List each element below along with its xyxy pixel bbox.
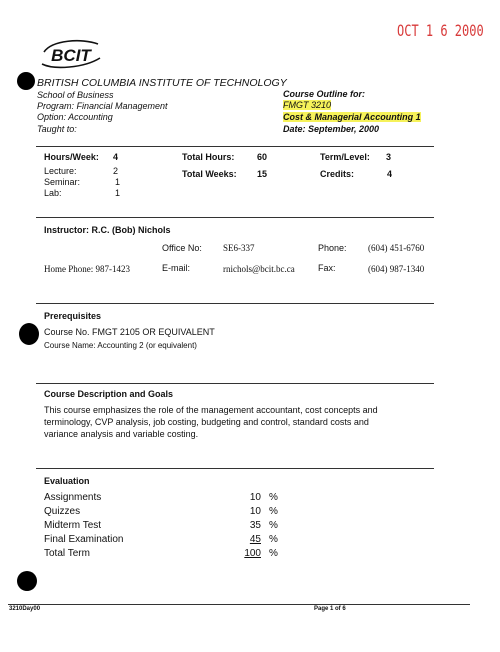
term-level-value: 3 — [386, 152, 392, 162]
phone-number: (604) 451-6760 — [368, 243, 425, 253]
program-name: Program: Financial Management — [37, 101, 168, 111]
evaluation-total-percent: % — [269, 548, 278, 559]
home-phone: Home Phone: 987-1423 — [44, 264, 130, 274]
divider — [36, 303, 434, 304]
evaluation-item-value: 45 — [249, 534, 261, 545]
punch-hole-middle — [19, 323, 39, 345]
office-number: SE6-337 — [223, 243, 255, 253]
divider — [36, 146, 434, 147]
divider — [36, 468, 434, 469]
prerequisite-course-name: Course Name: Accounting 2 (or equivalent) — [44, 341, 197, 350]
evaluation-item-percent: % — [269, 520, 278, 531]
total-weeks-label: Total Weeks: — [182, 169, 237, 179]
evaluation-item-label: Quizzes — [44, 506, 81, 517]
description-line: This course emphasizes the role of the management accountant, cost concepts and — [44, 405, 378, 415]
phone-label: Phone: — [318, 243, 347, 253]
fax-number: (604) 987-1340 — [368, 264, 425, 274]
taught-to: Taught to: — [37, 124, 77, 134]
school-name: School of Business — [37, 90, 114, 100]
description-heading: Course Description and Goals — [44, 389, 174, 399]
credits-value: 4 — [387, 169, 393, 179]
footer-divider — [8, 604, 470, 605]
course-date: Date: September, 2000 — [283, 124, 380, 134]
hours-week-label: Hours/Week: — [44, 152, 99, 162]
divider — [36, 383, 434, 384]
description-line: terminology, CVP analysis, job costing, budgeting and control, standard costs and — [44, 417, 369, 427]
prerequisite-course: Course No. FMGT 2105 OR EQUIVALENT — [44, 327, 215, 337]
lecture-label: Lecture: — [44, 166, 77, 176]
punch-hole-top — [17, 72, 35, 90]
divider — [36, 217, 434, 218]
evaluation-item-percent: % — [269, 492, 278, 503]
evaluation-item-label: Assignments — [44, 492, 102, 503]
punch-hole-bottom — [17, 571, 37, 591]
instructor-name: Instructor: R.C. (Bob) Nichols — [44, 225, 171, 235]
total-hours-label: Total Hours: — [182, 152, 235, 162]
seminar-label: Seminar: — [44, 177, 81, 187]
evaluation-total-label: Total Term — [44, 548, 90, 559]
lab-value: 1 — [115, 188, 121, 198]
total-weeks-value: 15 — [257, 169, 268, 179]
bcit-logo — [40, 38, 102, 70]
course-outline-label: Course Outline for: — [283, 89, 366, 99]
footer-file-id: 3210Day00 — [9, 606, 41, 612]
course-title: Cost & Managerial Accounting 1 — [283, 112, 421, 122]
option-name: Option: Accounting — [37, 112, 113, 122]
office-label: Office No: — [162, 243, 202, 253]
evaluation-total-value: 100 — [244, 548, 261, 559]
email-label: E-mail: — [162, 263, 191, 273]
evaluation-item-value: 10 — [249, 506, 261, 517]
prerequisites-heading: Prerequisites — [44, 311, 102, 321]
evaluation-item-label: Final Examination — [44, 534, 124, 545]
svg-text:BCIT: BCIT — [51, 46, 91, 65]
total-hours-value: 60 — [257, 152, 268, 162]
received-date-stamp: OCT 1 6 2000 — [397, 21, 484, 41]
term-level-label: Term/Level: — [320, 152, 370, 162]
evaluation-item-percent: % — [269, 534, 278, 545]
credits-label: Credits: — [320, 169, 355, 179]
fax-label: Fax: — [318, 263, 336, 273]
footer-page-number: Page 1 of 6 — [314, 606, 346, 612]
hours-week-value: 4 — [113, 152, 119, 162]
seminar-value: 1 — [115, 177, 121, 187]
lab-label: Lab: — [44, 188, 62, 198]
institute-name: BRITISH COLUMBIA INSTITUTE OF TECHNOLOGY — [37, 77, 287, 89]
evaluation-heading: Evaluation — [44, 476, 90, 486]
evaluation-item-value: 35 — [249, 520, 261, 531]
description-line: variance analysis and variable costing. — [44, 429, 199, 439]
evaluation-item-value: 10 — [249, 492, 261, 503]
evaluation-item-label: Midterm Test — [44, 520, 102, 531]
lecture-value: 2 — [113, 166, 119, 176]
course-code: FMGT 3210 — [283, 100, 332, 110]
evaluation-item-percent: % — [269, 506, 278, 517]
email-address: rnichols@bcit.bc.ca — [223, 264, 295, 274]
